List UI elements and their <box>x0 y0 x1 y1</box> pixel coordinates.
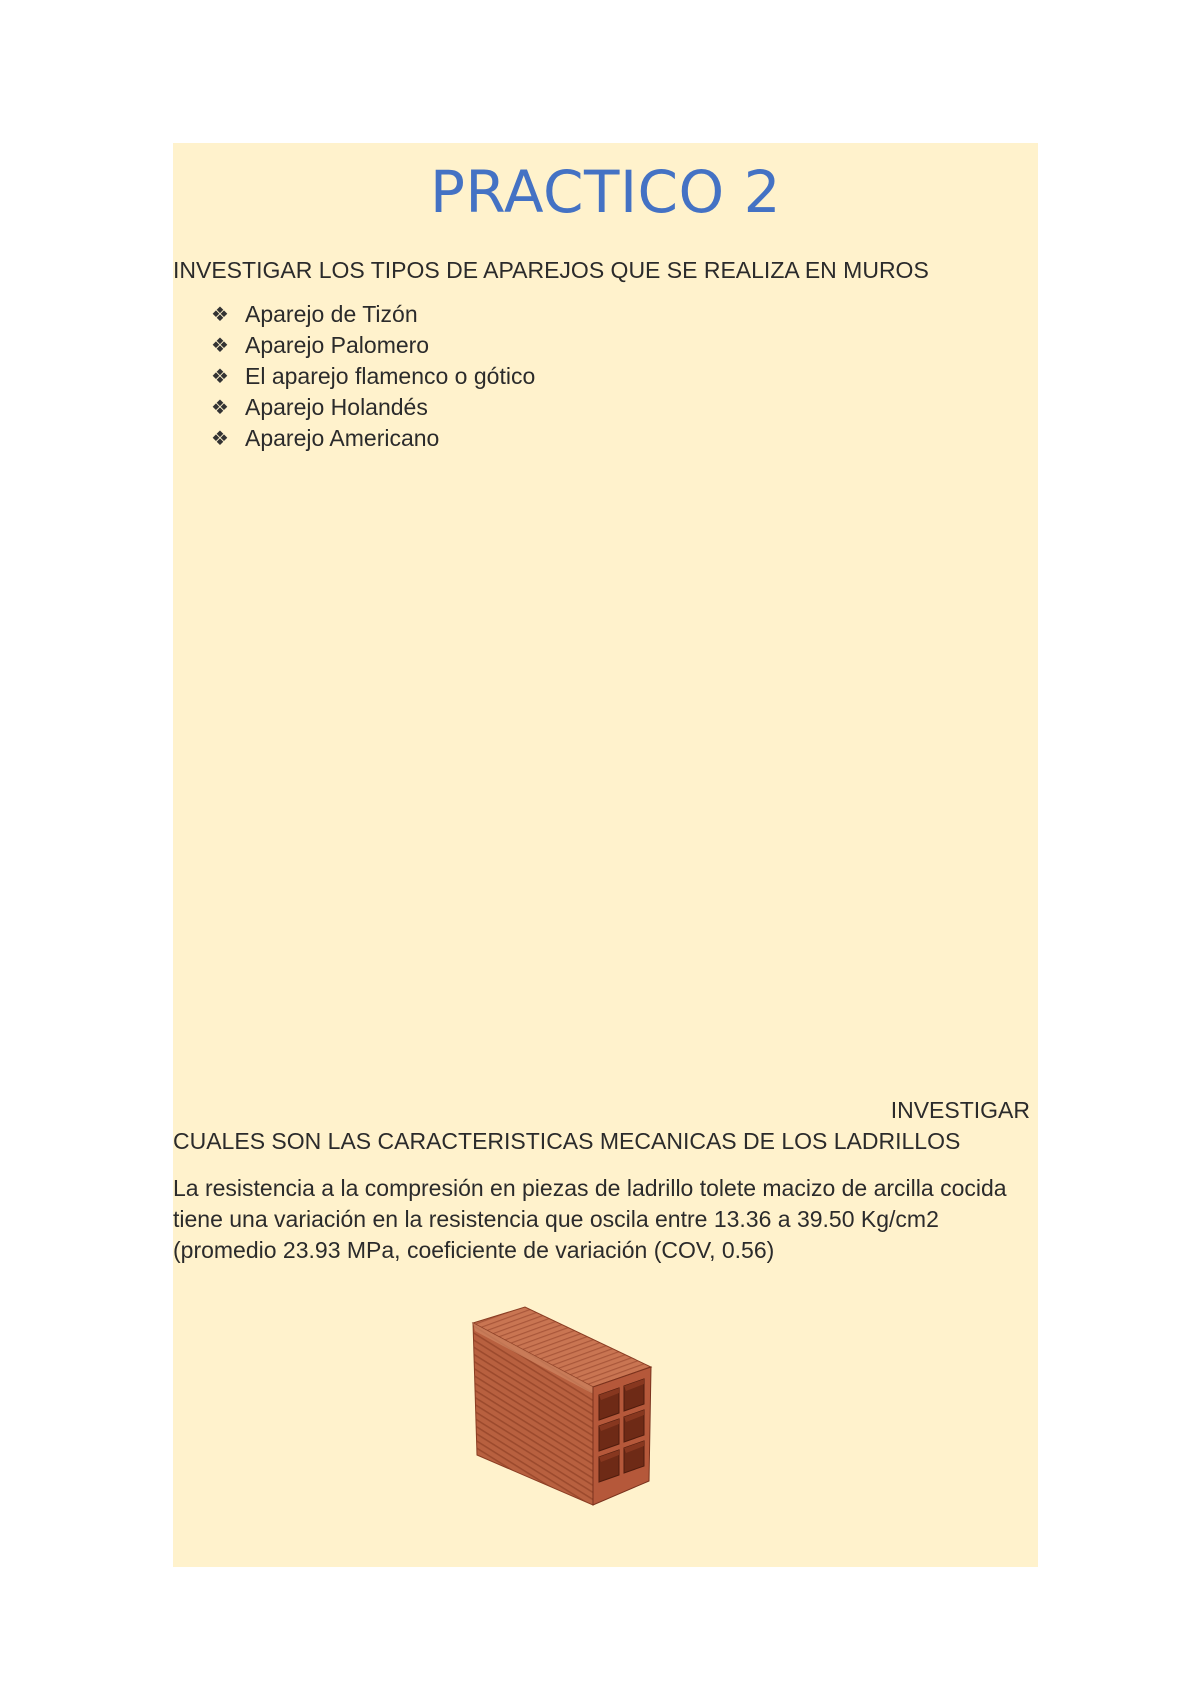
aparejos-list <box>211 299 535 454</box>
diamond-bullet-icon: ❖ <box>211 302 229 326</box>
list-item <box>211 361 535 392</box>
list-item <box>211 423 535 454</box>
list-item <box>211 330 535 361</box>
section-heading-aparejos: INVESTIGAR LOS TIPOS DE APAREJOS QUE SE REALIZA EN MUROS <box>173 257 929 283</box>
list-item <box>211 299 535 330</box>
list-item-label: El aparejo flamenco o gótico <box>245 363 536 389</box>
section-heading-caracteristicas: CUALES SON LAS CARACTERISTICAS MECANICAS DE LOS LADRILLOS <box>173 1128 961 1154</box>
list-item <box>211 392 535 423</box>
diamond-bullet-icon: ❖ <box>211 333 229 357</box>
diamond-bullet-icon: ❖ <box>211 426 229 450</box>
diamond-bullet-icon: ❖ <box>211 395 229 419</box>
document-panel <box>173 143 1038 1567</box>
list-item-label: Aparejo Palomero <box>245 332 430 358</box>
list-item-label: Aparejo Holandés <box>245 394 428 420</box>
diamond-bullet-icon: ❖ <box>211 364 229 388</box>
list-item-label: Aparejo Americano <box>245 425 440 451</box>
list-item-label: Aparejo de Tizón <box>245 301 418 327</box>
resistance-paragraph: La resistencia a la compresión en piezas de ladrillo tolete macizo de arcilla cocida tiene una variación en la resistencia que oscila entre 13.36 a 39.50 Kg/cm2 (promedio 23.93 MPa, coeficiente de variación (COV, 0.56) <box>173 1175 1007 1263</box>
hollow-clay-brick-image <box>453 1305 663 1515</box>
page-title: PRACTICO 2 <box>429 158 782 226</box>
section-heading-investigar: INVESTIGAR <box>890 1097 1030 1123</box>
